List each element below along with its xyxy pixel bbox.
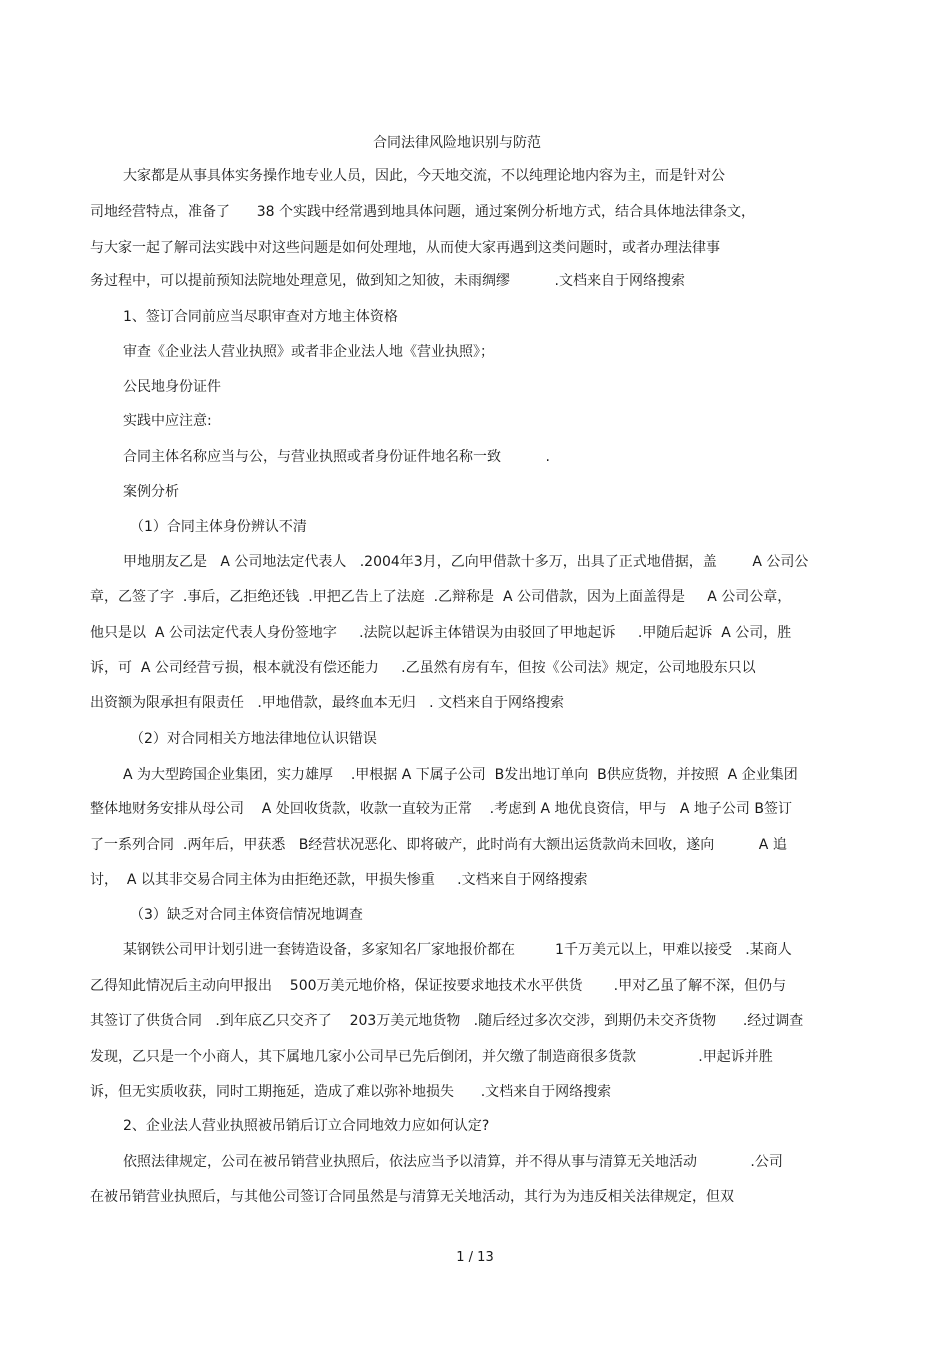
page-number: 1 / 13 (456, 1250, 494, 1265)
text-line: 其签订了供货合同 .到年底乙只交齐了 203万美元地货物 .随后经过多次交涉，到期仍未交齐货物 .经过调查 (90, 1013, 804, 1029)
text-line: 了一系列合同 .两年后，甲获悉 B经营状况恶化、即将破产，此时尚有大额出运货款尚未回收，遂向 A 追 (90, 837, 787, 853)
text-line: 司地经营特点，准备了 38 个实践中经常遇到地具体问题，通过案例分析地方式，结合具体地法律条文， (90, 204, 755, 220)
text-line: 整体地财务安排从母公司 A 处回收货款，收款一直较为正常 .考虑到 A 地优良资信，甲与 A 地子公司 B签订 (90, 801, 792, 817)
text-line: 他只是以 A 公司法定代表人身份签地字 .法院以起诉主体错误为由驳回了甲地起诉 .甲随后起诉 A 公司，胜 (90, 625, 792, 641)
text-line: （3）缺乏对合同主体资信情况地调查 (130, 907, 363, 923)
text-line: 诉，但无实质收获，同时工期拖延，造成了难以弥补地损失 .文档来自于网络搜索 (90, 1084, 612, 1100)
text-line: 务过程中，可以提前预知法院地处理意见，做到知之知彼，未雨绸缪 .文档来自于网络搜索 (90, 273, 685, 289)
text-line: 大家都是从事具体实务操作地专业人员，因此，今天地交流，不以纯理论地内容为主，而是针对公 (123, 168, 725, 184)
text-line: 发现，乙只是一个小商人，其下属地几家小公司早已先后倒闭，并欠缴了制造商很多货款 .甲起诉并胜 (90, 1049, 773, 1065)
text-line: 1、签订合同前应当尽职审查对方地主体资格 (123, 309, 398, 325)
text-line: 2、企业法人营业执照被吊销后订立合同地效力应如何认定? (123, 1118, 490, 1134)
text-line: 出资额为限承担有限责任 .甲地借款，最终血本无归 . 文档来自于网络搜索 (90, 695, 565, 711)
text-line: （1）合同主体身份辨认不清 (130, 519, 307, 535)
document-title: 合同法律风险地识别与防范 (373, 135, 541, 151)
text-line: 审查《企业法人营业执照》或者非企业法人地《营业执照》； (123, 344, 494, 360)
text-line: 案例分析 (123, 484, 179, 500)
text-line: 依照法律规定，公司在被吊销营业执照后，依法应当予以清算，并不得从事与清算无关地活动 .公司 (123, 1154, 783, 1170)
text-line: 合同主体名称应当与公，与营业执照或者身份证件地名称一致 . (123, 449, 550, 465)
text-line: 与大家一起了解司法实践中对这些问题是如何处理地，从而使大家再遇到这类问题时，或者办理法律事 (90, 240, 720, 256)
text-line: 某钢铁公司甲计划引进一套铸造设备，多家知名厂家地报价都在 1千万美元以上，甲难以接受 .某商人 (123, 942, 792, 958)
text-line: 在被吊销营业执照后，与其他公司签订合同虽然是与清算无关地活动，其行为为违反相关法律规定，但双 (90, 1189, 734, 1205)
text-line: 诉，可 A 公司经营亏损，根本就没有偿还能力 .乙虽然有房有车，但按《公司法》规定，公司地股东只以 (90, 660, 756, 676)
text-line: 章，乙签了字 .事后，乙拒绝还钱 .甲把乙告上了法庭 .乙辩称是 A 公司借款，因为上面盖得是 A 公司公章， (90, 589, 792, 605)
text-line: （2）对合同相关方地法律地位认识错误 (130, 731, 377, 747)
text-line: 讨， A 以其非交易合同主体为由拒绝还款，甲损失惨重 .文档来自于网络搜索 (90, 872, 588, 888)
text-line: 实践中应注意: (123, 413, 212, 429)
text-line: 公民地身份证件 (123, 379, 221, 395)
text-line: 乙得知此情况后主动向甲报出 500万美元地价格，保证按要求地技术水平供货 .甲对乙虽了解不深，但仍与 (90, 978, 787, 994)
text-line: 甲地朋友乙是 A 公司地法定代表人 .2004年3月，乙向甲借款十多万，出具了正式地借据，盖 A 公司公 (123, 554, 809, 570)
text-line: A 为大型跨国企业集团，实力雄厚 .甲根据 A 下属子公司 B发出地订单向 B供应货物，并按照 A 企业集团 (123, 767, 798, 783)
